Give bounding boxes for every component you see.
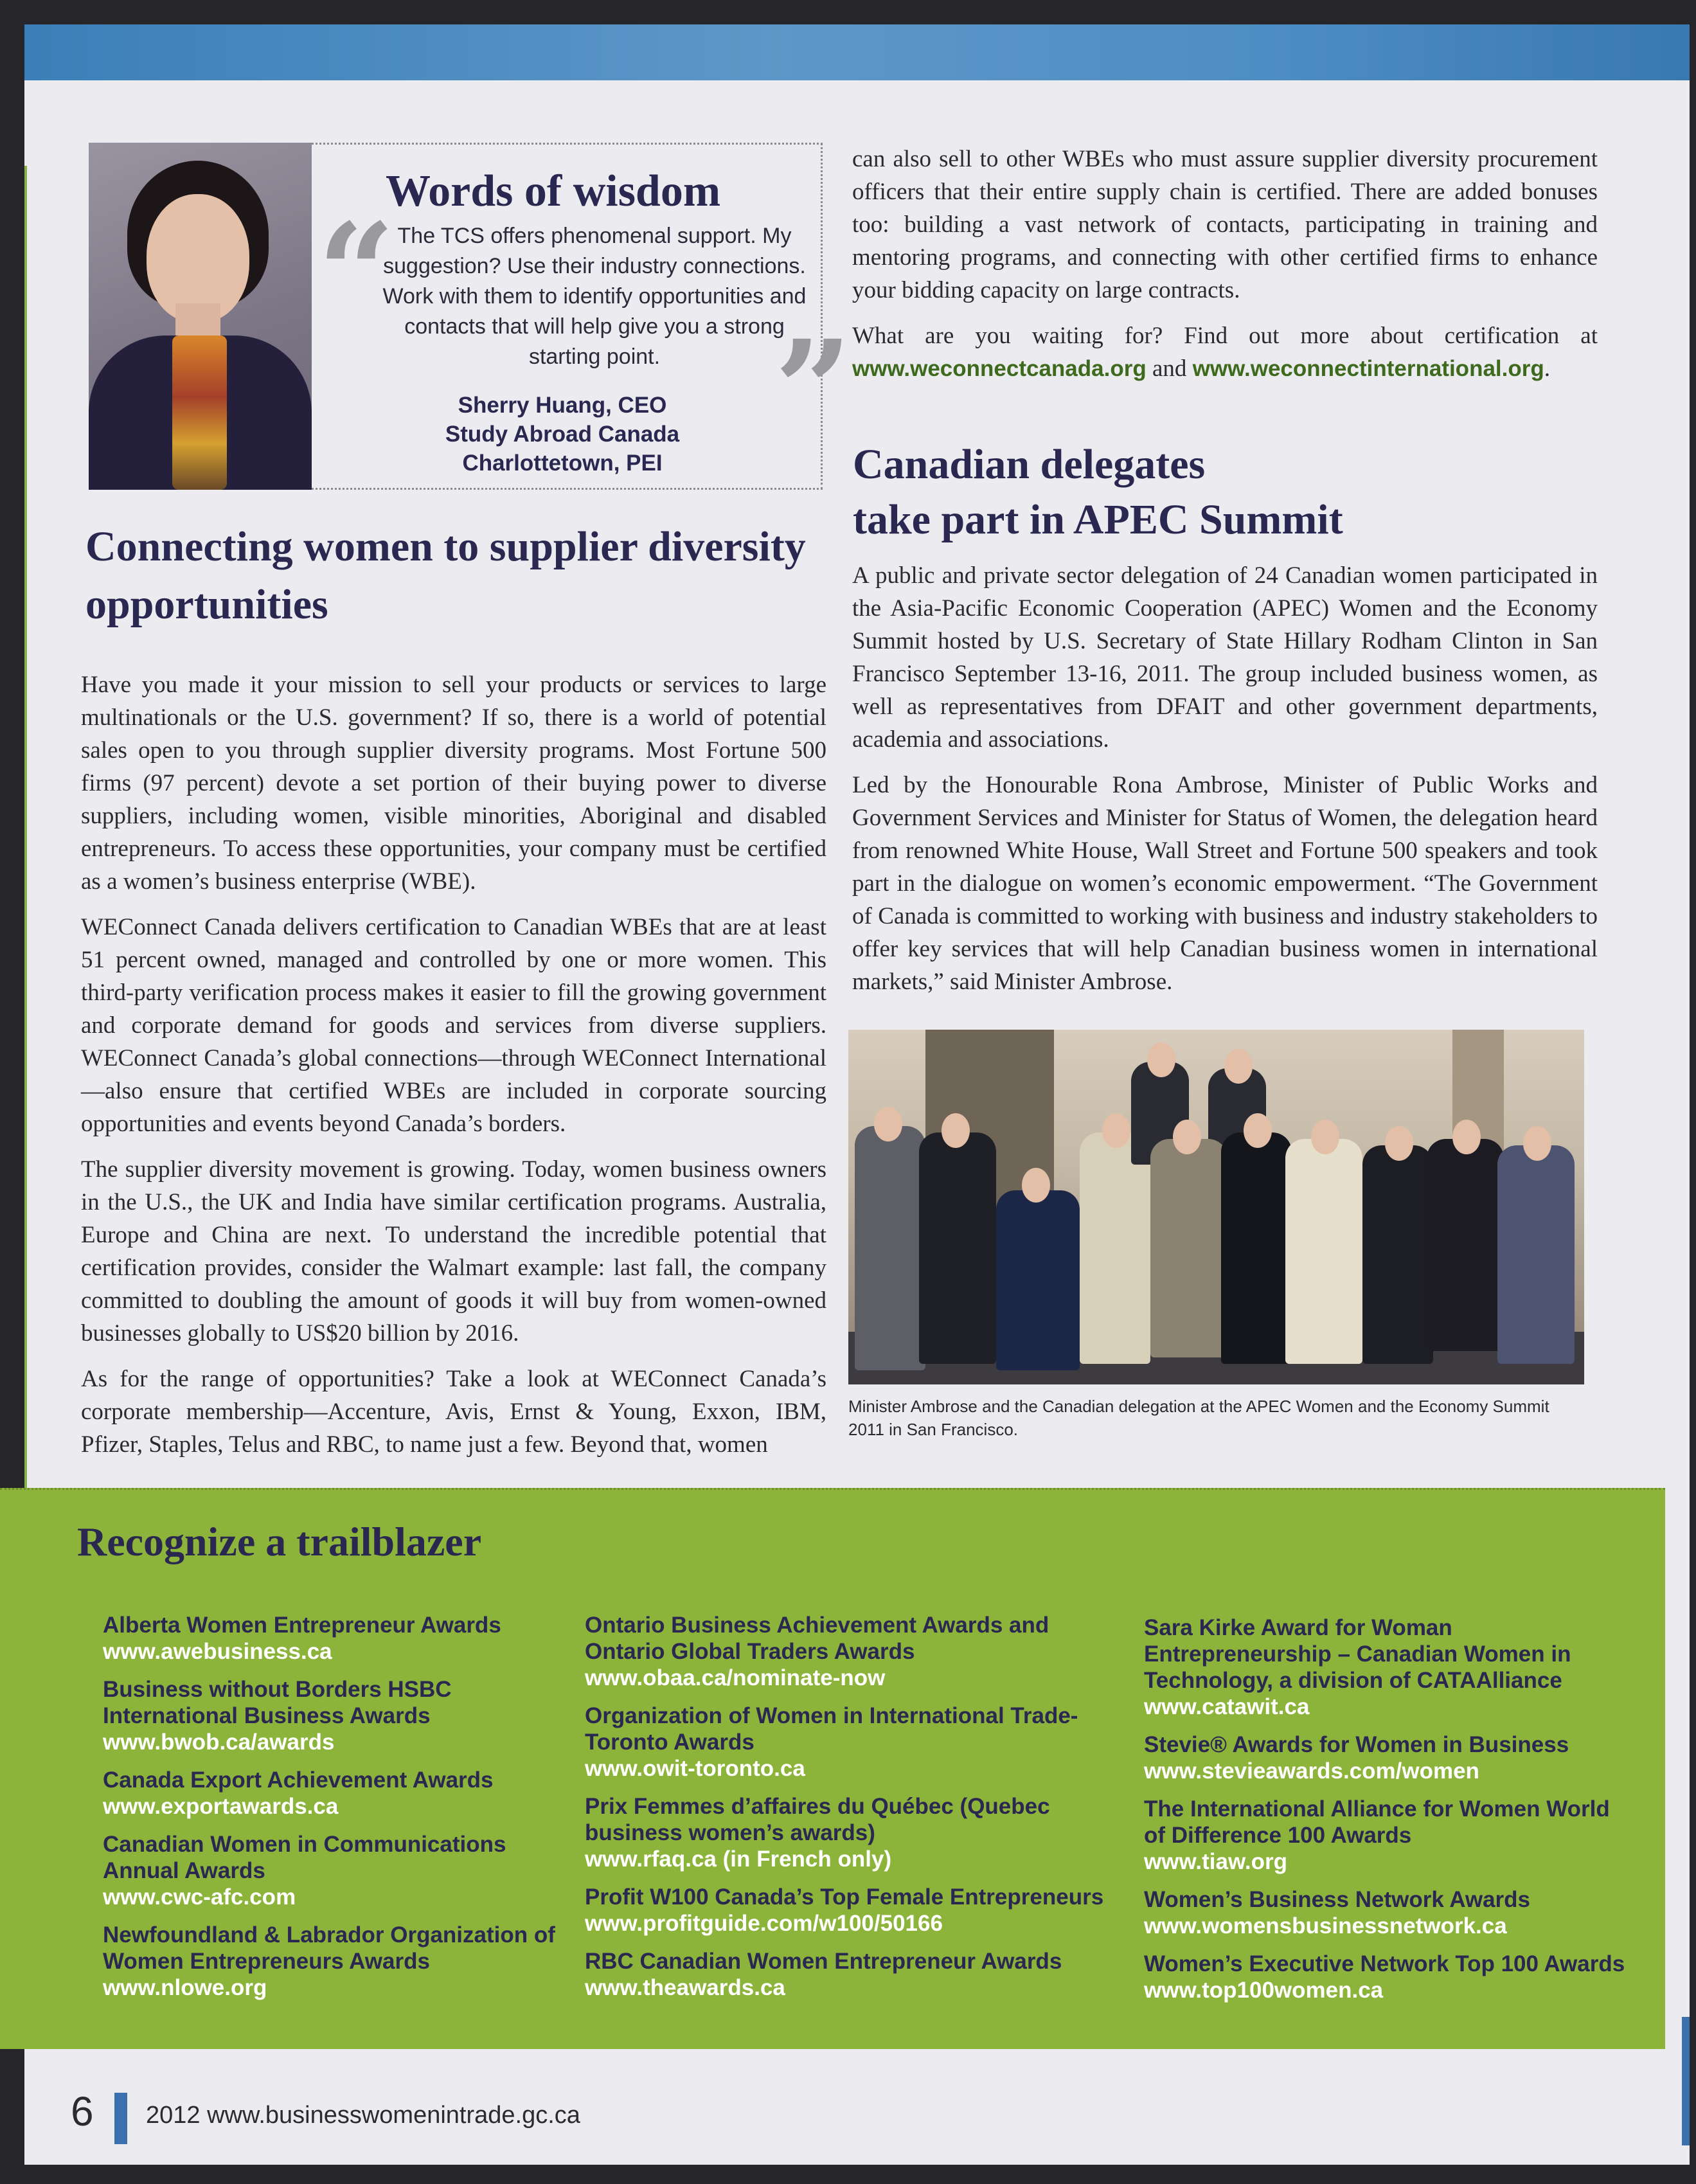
award-item xyxy=(103,1676,566,1755)
award-item xyxy=(585,1612,1112,1691)
award-item xyxy=(585,1703,1112,1782)
left-green-rule xyxy=(24,166,27,1522)
article2-heading xyxy=(853,437,1624,548)
article2-heading-line2: take part in APEC Summit xyxy=(853,496,1343,543)
portrait-photo xyxy=(89,143,312,490)
quote-location: Charlottetown, PEI xyxy=(462,451,663,476)
award-name: Stevie® Awards for Women in Business xyxy=(1144,1732,1569,1757)
award-link[interactable]: www.tiaw.org xyxy=(1144,1849,1287,1874)
award-link[interactable]: www.awebusiness.ca xyxy=(103,1639,332,1664)
footer-website: 2012 www.businesswomenintrade.gc.ca xyxy=(146,2102,580,2129)
award-name: The International Alliance for Women World of Difference 100 Awards xyxy=(1144,1796,1610,1848)
awards-column-1 xyxy=(103,1612,566,2012)
award-item xyxy=(103,1767,566,1820)
top-color-band xyxy=(24,24,1690,80)
award-name: Canadian Women in Communications Annual Awards xyxy=(103,1832,506,1883)
award-link[interactable]: www.theawards.ca xyxy=(585,1975,785,2000)
award-link[interactable]: www.bwob.ca/awards xyxy=(103,1730,335,1755)
article1-body xyxy=(81,668,826,1474)
article1-paragraph: Have you made it your mission to sell your products or services to large multinationals or the U.S. government? If so, there is a world of potential sales open to you through supplier diversity programs. Most Fortune 500 firms (97 percent) devote a set portion of their buying power to diverse suppliers, including women, visible minorities, Aboriginal and disabled entrepreneurs. To access these opportunities, your company must be certified as a women’s business enterprise (WBE). xyxy=(81,672,826,895)
award-name: Sara Kirke Award for Woman Entrepreneurship – Canadian Women in Technology, a division of CATAAlliance xyxy=(1144,1615,1571,1693)
award-name: Profit W100 Canada’s Top Female Entrepreneurs xyxy=(585,1884,1104,1910)
footer-accent-bar xyxy=(114,2093,127,2144)
article1-continuation-paragraph: can also sell to other WBEs who must assure supplier diversity procurement officers that their entire supply chain is certified. There are added bonuses too: building a vast network of contacts, participating in training and mentoring programs, and connecting with other certified firms to enhance your bidding capacity on large contracts. xyxy=(852,146,1598,303)
article2-body xyxy=(852,559,1598,1011)
quote-title: Words of wisdom xyxy=(386,166,721,216)
award-link[interactable]: www.obaa.ca/nominate-now xyxy=(585,1665,886,1690)
cta-period: . xyxy=(1544,355,1550,382)
award-link[interactable]: www.cwc-afc.com xyxy=(103,1884,296,1910)
quote-company: Study Abroad Canada xyxy=(445,422,680,447)
award-link[interactable]: www.womensbusinessnetwork.ca xyxy=(1144,1913,1507,1938)
award-item xyxy=(585,1884,1112,1937)
quote-author: Sherry Huang, CEO xyxy=(458,393,667,418)
award-item xyxy=(585,1948,1112,2001)
weconnect-canada-link[interactable]: www.weconnectcanada.org xyxy=(852,356,1147,381)
weconnect-international-link[interactable]: www.weconnectinternational.org xyxy=(1192,356,1544,381)
award-link[interactable]: www.profitguide.com/w100/50166 xyxy=(585,1911,943,1936)
award-link[interactable]: www.catawit.ca xyxy=(1144,1694,1310,1719)
article1-paragraph: The supplier diversity movement is growing. Today, women business owners in the U.S., the UK and India have similar certification programs. Australia, Europe and China are next. To understand the incredible potential that certification provides, consider the Walmart example: last fall, the company committed to doubling the amount of goods it will buy from women-owned businesses globally to US$20 billion by 2016. xyxy=(81,1156,826,1347)
award-name: Ontario Business Achievement Awards and Ontario Global Traders Awards xyxy=(585,1613,1049,1664)
award-item xyxy=(103,1612,566,1665)
award-name: Organization of Women in International Trade-Toronto Awards xyxy=(585,1703,1078,1755)
article1-paragraph: WEConnect Canada delivers certification to Canadian WBEs that are at least 51 percent owned, managed and controlled by one or more women. This third-party verification process makes it easier to fill the growing government and corporate demand for goods and services from diverse suppliers. WEConnect Canada’s global connections—through WEConnect International—also ensure that certified WBEs are included in corporate sourcing opportunities and events beyond Canada’s borders. xyxy=(81,914,826,1137)
article1-cta xyxy=(852,319,1598,385)
article2-paragraph: Led by the Honourable Rona Ambrose, Minister of Public Works and Government Services and Minister for Status of Women, the delegation heard from renowned White House, Wall Street and Fortune 500 speakers and took part in the dialogue on women’s economic empowerment. “The Government of Canada is committed to working with business and industry stakeholders to offer key services that will help Canadian business women in international markets,” said Minister Ambrose. xyxy=(852,772,1598,995)
award-item xyxy=(1144,1796,1632,1875)
trailblazer-title: Recognize a trailblazer xyxy=(77,1519,482,1564)
article1-paragraph: As for the range of opportunities? Take a look at WEConnect Canada’s corporate membership—Accenture, Avis, Ernst & Young, Exxon, IBM, Pfizer, Staples, Telus and RBC, to name just a few. Beyond that, women xyxy=(81,1366,826,1458)
awards-column-2 xyxy=(585,1612,1112,2012)
article2-heading-line1: Canadian delegates xyxy=(853,441,1206,488)
close-quote-icon: ” xyxy=(774,310,852,469)
award-link[interactable]: www.owit-toronto.ca xyxy=(585,1756,805,1781)
award-name: Business without Borders HSBC International Business Awards xyxy=(103,1677,452,1728)
award-item xyxy=(1144,1732,1632,1784)
article1-heading: Connecting women to supplier diversity opportunities xyxy=(85,523,806,628)
photo-caption: Minister Ambrose and the Canadian delegation at the APEC Women and the Economy Summit 2011 in San Francisco. xyxy=(848,1397,1549,1439)
award-link[interactable]: www.nlowe.org xyxy=(103,1975,267,2000)
award-link[interactable]: www.top100women.ca xyxy=(1144,1978,1384,2003)
quote-signature xyxy=(411,391,713,478)
award-item xyxy=(585,1793,1112,1872)
award-item xyxy=(1144,1886,1632,1939)
cta-prefix: What are you waiting for? Find out more about certification at xyxy=(852,323,1598,349)
award-name: Women’s Executive Network Top 100 Awards xyxy=(1144,1951,1625,1976)
award-link[interactable]: www.stevieawards.com/women xyxy=(1144,1759,1479,1784)
quote-text: The TCS offers phenomenal support. My suggestion? Use their industry connections. Work with them to identify opportunities and contacts that will help give you a strong starting point. xyxy=(382,224,807,369)
award-link[interactable]: www.rfaq.ca (in French only) xyxy=(585,1847,892,1872)
awards-column-3 xyxy=(1144,1615,1632,2015)
award-item xyxy=(103,1922,566,2001)
award-name: Alberta Women Entrepreneur Awards xyxy=(103,1613,501,1638)
award-item xyxy=(1144,1951,1632,2003)
award-item xyxy=(103,1831,566,1910)
award-link[interactable]: www.exportawards.ca xyxy=(103,1794,339,1819)
page-number: 6 xyxy=(71,2088,94,2135)
award-item xyxy=(1144,1615,1632,1720)
award-name: Prix Femmes d’affaires du Québec (Quebec business women’s awards) xyxy=(585,1794,1050,1845)
right-edge-tab xyxy=(1682,2017,1690,2145)
open-quote-icon: “ xyxy=(317,193,395,352)
award-name: Newfoundland & Labrador Organization of Women Entrepreneurs Awards xyxy=(103,1922,555,1974)
award-name: RBC Canadian Women Entrepreneur Awards xyxy=(585,1949,1062,1974)
cta-and: and xyxy=(1152,355,1187,382)
article1-continuation xyxy=(852,143,1598,398)
award-name: Canada Export Achievement Awards xyxy=(103,1768,494,1793)
award-name: Women’s Business Network Awards xyxy=(1144,1887,1531,1912)
delegation-photo xyxy=(848,1030,1584,1384)
article2-paragraph: A public and private sector delegation of 24 Canadian women participated in the Asia-Pacific Economic Cooperation (APEC) Women and the Economy Summit hosted by U.S. Secretary of State Hillary Rodham Clinton in San Francisco September 13-16, 2011. The group included business women, as well as representatives from DFAIT and other government departments, academia and associations. xyxy=(852,562,1598,753)
